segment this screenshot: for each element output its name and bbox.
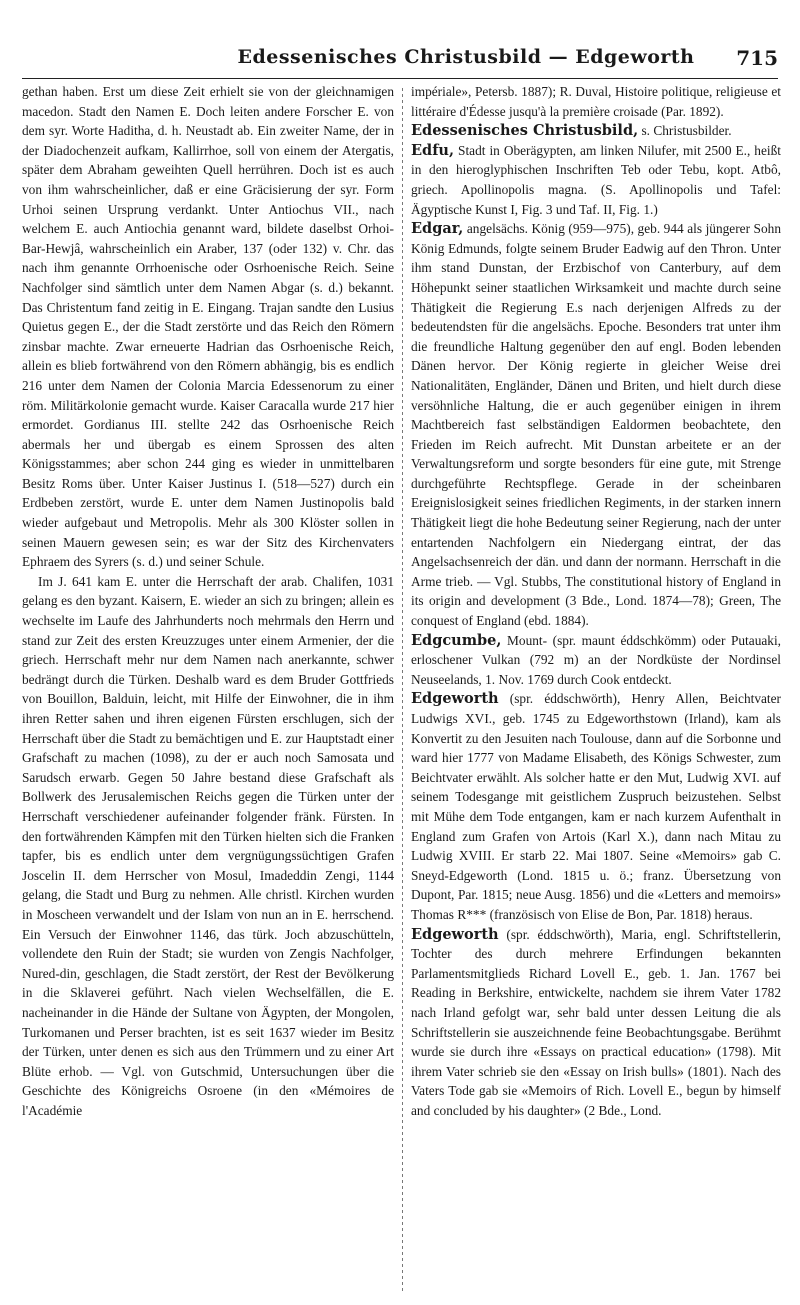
- entry-text: s. Christusbilder.: [638, 123, 732, 139]
- header-rule: [22, 78, 778, 79]
- entry-headword: Edgar,: [411, 220, 464, 238]
- entry-edgcumbe: [411, 631, 781, 690]
- entry-headword: Edgeworth: [411, 925, 499, 943]
- entry-edessenisches-christusbild: [411, 121, 781, 141]
- entry-headword: Edgcumbe,: [411, 631, 502, 649]
- page-number: 715: [736, 46, 778, 70]
- left-column: [22, 82, 394, 1294]
- paragraph: gethan haben. Erst um diese Zeit erhielt sie von der gleichnamigen macedon. Stadt den Namen E. Doch leiten andere Forscher E. von dem syr. Worte Haditha, d. h. Neustadt ab. Ein zweiter Name, der in der Diadochenzeit aufkam, Kallirrhoe, soll von einem der Atergatis, später dem Abraham geweihten Quell herrühren. Doch ist es auch von ihm wahrscheinlicher, daß er eine Gräcisierung der syr. Form Urhoi seinen Ursprung verdankt. Unter Antiochus VII., nach welchem E. auch Antiochia genannt ward, bildete daselbst Orhoi-Bar-Hewjâ, wahrscheinlich ein Araber, 137 (oder 132) v. Chr. das nach ihm genannte Orrhoenische oder Osrhoenische Reich. Seine Nachfolger sind sämtlich unter dem Namen Abgar (s. d.) bekannt. Das Christentum fand zeitig in E. Eingang. Trajan sandte den Lusius Quietus gegen E., der die Stadt zerstörte und das Reich den Römern zinsbar machte. Zwar erneuerte Hadrian das Osrhoenische Reich, allein es blieb fortwährend von den Römern abhängig, bis es endlich 216 unter dem Namen der Colonia Marcia Edessenorum zu einer röm. Militärkolonie gemacht wurde. Kaiser Caracalla wurde 217 hier ermordet. Gordianus III. stellte 242 das Osrhoenische Reich abermals her und übergab es einem Sprossen des alten Königsstammes; aber schon 244 ging es wieder in unmittelbaren Besitz Roms über. Unter Kaiser Justinus I. (518—527) durch ein Erdbeben zerstört, wurde E. unter dem Namen Justinopolis bald wieder aufgebaut und Metropolis. Mehr als 300 Klöster sollen in seinen Mauern gewesen sein; es war der Sitz des Kirchenvaters Ephraem des Syrers (s. d.) und seiner Schule.: [22, 84, 394, 570]
- column-divider: [402, 88, 403, 1293]
- entry-edfu: [411, 141, 781, 219]
- page-title: Edessenisches Christusbild — Edgeworth: [237, 46, 695, 68]
- entry-edgeworth-henry: [411, 689, 781, 924]
- entry-headword: Edgeworth: [411, 690, 499, 708]
- paragraph-continuation: impériale», Petersb. 1887); R. Duval, Histoire politique, religieuse et littéraire d'Édesse jusqu'à la première croisade (Par. 1892).: [411, 84, 781, 119]
- entry-edgar: [411, 219, 781, 630]
- entry-text: Mount- (spr. maunt éddschkömm) oder Putauaki, erloschener Vulkan (792 m) an der Nordküste der Nordinsel Neuseelands, 1. Nov. 1769 durch Cook entdeckt.: [411, 632, 781, 687]
- right-column: [411, 82, 781, 1294]
- paragraph: Im J. 641 kam E. unter die Herrschaft der arab. Chalifen, 1031 gelang es den byzant. Kaisern, E. wieder an sich zu bringen; allein es wechselte im Laufe des Jahrhunderts noch mehrmals den Herrn und stand zur Zeit des ersten Kreuzzuges unter einem Armenier, der die griech. Herrschaft mehr nur dem Namen nach anerkannte, schwer bedrängt durch die Türken. Deshalb ward es dem Bruder Gottfrieds von Bouillon, Balduin, leicht, mit Hilfe der Einwohner, die in ihm ihren Retter sahen und ihren eigenen Fürsten erschlugen, sich der Herrschaft über die Stadt zu bemächtigen und E. zur Hauptstadt einer Grafschaft zu machen (1098), zu der er auch noch Samosata und Sarudsch erwarb. Gegen 50 Jahre bestand diese Grafschaft als Bollwerk des Jerusalemischen Reichs gegen die Türken unter der Herrschaft verschiedener aufeinander folgender fränk. Fürsten. In den fortwährenden Kämpfen mit den Türken hielten sich die Franken tapfer, bis es endlich unter dem vergnügungssüchtigen Grafen Joscelin II. dem Herrscher von Mosul, Imadeddin Zengi, 1144 gelang, die Stadt und Burg zu nehmen. Alle christl. Kirchen wurden in Moscheen verwandelt und der Islam von nun an in E. herrschend. Ein Versuch der Einwohner 1146, das türk. Joch abzuschütteln, vollendete den Ruin der Stadt; sie wurden von Zengis Nachfolger, Nured-din, geschlagen, die Stadt zerstört, der Rest der Bevölkerung in die Sklaverei geführt. Nach vielen Wechselfällen, die E. nacheinander in die Hände der Sultane von Ägypten, der Mongolen, Turkomanen und Perser brachten, ist es seit 1637 wieder im Besitz der Türken, unter denen es sich aus den Trümmern und zu einer Art Blüte erhob. — Vgl. von Gutschmid, Untersuchungen über die Geschichte des Königreichs Osroene (in den «Mémoires de l'Académie: [22, 573, 394, 1118]
- entry-headword: Edessenisches Christusbild,: [411, 122, 639, 140]
- entry-text: (spr. éddschwörth), Henry Allen, Beichtvater Ludwigs XVI., geb. 1745 zu Edgeworthstown (Irland), kam als Konvertit zu den Jesuiten nach Toulouse, dann auf die Sorbonne und ward hier 1777 von Madame Elisabeth, des Königs Schwester, zum Beichtvater erwählt. Als solcher hatte er den Mut, Ludwig XVI. auf seinem Todesgange mit geistlichem Zuspruch beizustehen. Selbst mit Mühe dem Tode entgangen, kam er nach kurzem Aufenthalt in England zum Grafen von Artois (Karl X.), dann nach Mitau zu Ludwig XVIII. Er starb 22. Mai 1807. Seine «Memoirs» gab C. Sneyd-Edgeworth (Lond. 1815 u. ö.; franz. Übersetzung von Dupont, Par. 1815; neue Ausg. 1856) und die «Letters and memoirs» Thomas R*** (französisch von Elise de Bon, Par. 1818) heraus.: [411, 691, 781, 922]
- running-head: [0, 46, 800, 74]
- entry-text: (spr. éddschwörth), Maria, engl. Schriftstellerin, Tochter des durch mehrere Erfindungen bekannten Parlamentsmitglieds Richard Lovell E., geb. 1. Jan. 1767 bei Reading in Berkshire, entwickelte, nachdem sie ihrem Vater 1782 nach Irland gefolgt war, sehr bald unter dessen Leitung die als Schriftstellerin sie auszeichnende feine Beobachtungsgabe. Berühmt wurde sie durch ihre «Essays on practical education» (1798). Mit ihrem Vater schrieb sie den «Essay on Irish bulls» (1801). Nach des Vaters Tode gab sie «Memoirs of Rich. Lovell E., begun by himself and concluded by his daughter» (2 Bde., Lond.: [411, 926, 781, 1118]
- entry-text: Stadt in Oberägypten, am linken Nilufer, mit 2500 E., heißt in den hieroglyphischen Inschriften Teb oder Tebu, kopt. Atbô, griech. Apollinopolis magna. (S. Apollinopolis und Tafel: Ägyptische Kunst I, Fig. 3 und Taf. II, Fig. 1.): [411, 142, 781, 217]
- entry-text: angelsächs. König (959—975), geb. 944 als jüngerer Sohn König Edmunds, folgte seinem Bruder Eadwig auf den Thron. Unter ihm stand Dunstan, der Erzbischof von Canterbury, auf dem Höhepunkt seiner staatlichen Wirksamkeit und machte durch seine Thätigkeit die Regierung E.s nach derjenigen Alfreds zu der bedeutendsten für die angelsächs. Epoche. Besonders trat unter ihm die freundliche Haltung gegenüber den auf engl. Boden lebenden Dänen hervor. Der König regierte in gleicher Weise drei Nationalitäten, Engländer, Dänen und Briten, und hielt durch diese versöhnliche Haltung, die er auch gegenüber einigen in ihrem Machtbereich fast selbständigen Ealdormen beobachtete, den Frieden im Reich aufrecht. Mit Dunstan arbeitete er an der Verwaltungsreform und sorgte besonders für eine gute, mit Strenge durchgeführte Rechtspflege. Gerade in der scheinbaren Ereignislosigkeit seines friedlichen Regiments, in der starken innern Thätigkeit liegt die hohe Bedeutung seiner Regierung, nach der unter entartenden Nachfolgern ein Niedergang eintrat, der das Angelsachsenreich der dän. und dann der normann. Herrschaft in die Arme trieb. — Vgl. Stubbs, The constitutional history of England in its origin and development (3 Bde., Lond. 1874—78); Green, The conquest of England (ebd. 1884).: [411, 221, 781, 629]
- entry-headword: Edfu,: [411, 141, 455, 159]
- entry-edgeworth-maria: [411, 925, 781, 1121]
